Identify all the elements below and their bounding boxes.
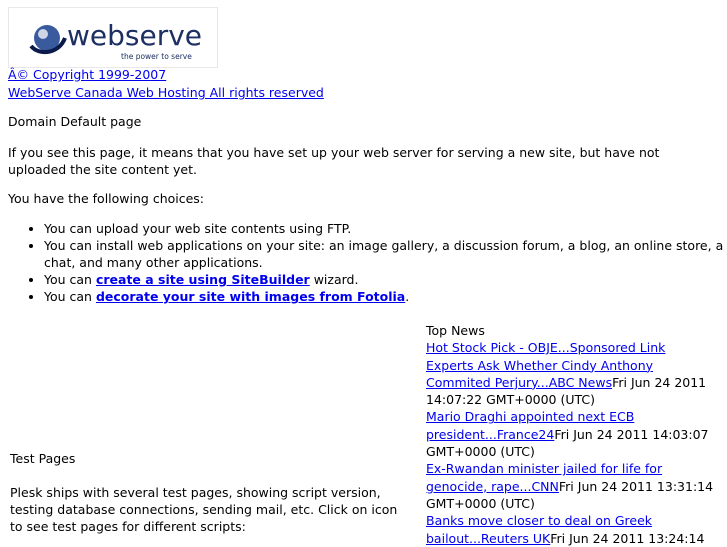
- news-item: [426, 512, 718, 547]
- news-title: Top News: [426, 323, 485, 338]
- news-link[interactable]: Ex-Rwandan minister jailed for life for genocide, rape...CNN: [426, 461, 663, 494]
- choice-apps: You can install web applications on your site: an image gallery, a discussion forum, a blog, an online store, a chat, and many other applications.: [44, 238, 724, 270]
- choice-prefix: You can: [44, 289, 96, 304]
- news-date: Fri Jun 24 2011 14:03:07 GMT+0000 (UTC): [426, 426, 709, 460]
- choice-ftp: You can upload your web site contents using FTP.: [44, 221, 352, 236]
- choice-prefix: You can: [44, 272, 96, 287]
- sitebuilder-link[interactable]: create a site using SiteBuilder: [95, 272, 310, 287]
- news-date: Fri Jun 24 2011 14:07:22 GMT+0000 (UTC): [426, 374, 707, 408]
- news-item: [426, 408, 718, 460]
- news-date: Fri Jun 24 2011 13:24:14: [550, 530, 705, 546]
- page-heading: Domain Default page: [8, 114, 142, 129]
- webserve-link[interactable]: WebServe Canada Web Hosting All rights reserved: [8, 85, 324, 100]
- test-pages: [10, 450, 405, 535]
- list-item: [44, 271, 727, 288]
- list-item: [44, 237, 727, 271]
- fotolia-link[interactable]: decorate your site with images from Fotolia: [95, 289, 406, 304]
- choice-suffix: wizard.: [309, 272, 359, 287]
- news-item: [426, 357, 718, 409]
- globe-icon: [31, 25, 65, 52]
- top-news: [426, 322, 718, 547]
- news-item: [426, 460, 718, 512]
- news-item: [426, 339, 718, 356]
- choices-list: [8, 220, 727, 305]
- logo-wordmark: webserve: [67, 19, 203, 52]
- intro-text: If you see this page, it means that you have set up your web server for serving a new site, but have not uploaded the site content yet.: [8, 145, 660, 177]
- list-item: [44, 220, 727, 237]
- news-link[interactable]: Banks move closer to deal on Greek bailout...Reuters UK: [426, 513, 653, 546]
- choices-label: You have the following choices:: [8, 191, 205, 206]
- test-pages-text: Plesk ships with several test pages, showing script version, testing database connections, sending mail, etc. Click on icon to see test pages for different scripts:: [10, 485, 398, 534]
- list-item: [44, 288, 727, 305]
- test-pages-title: Test Pages: [10, 451, 76, 466]
- copyright-block: [8, 66, 324, 102]
- news-date: Fri Jun 24 2011 13:31:14 GMT+0000 (UTC): [426, 478, 714, 511]
- choice-suffix: .: [405, 289, 410, 304]
- copyright-link[interactable]: Â© Copyright 1999-2007: [8, 67, 167, 82]
- news-link[interactable]: Experts Ask Whether Cindy Anthony Commited Perjury...ABC News: [426, 357, 654, 390]
- news-link[interactable]: Mario Draghi appointed next ECB president...France24: [426, 409, 635, 442]
- webserve-logo[interactable]: [8, 7, 218, 68]
- logo-tagline: the power to serve: [121, 52, 192, 61]
- news-link[interactable]: Hot Stock Pick - OBJE...Sponsored Link: [426, 340, 666, 356]
